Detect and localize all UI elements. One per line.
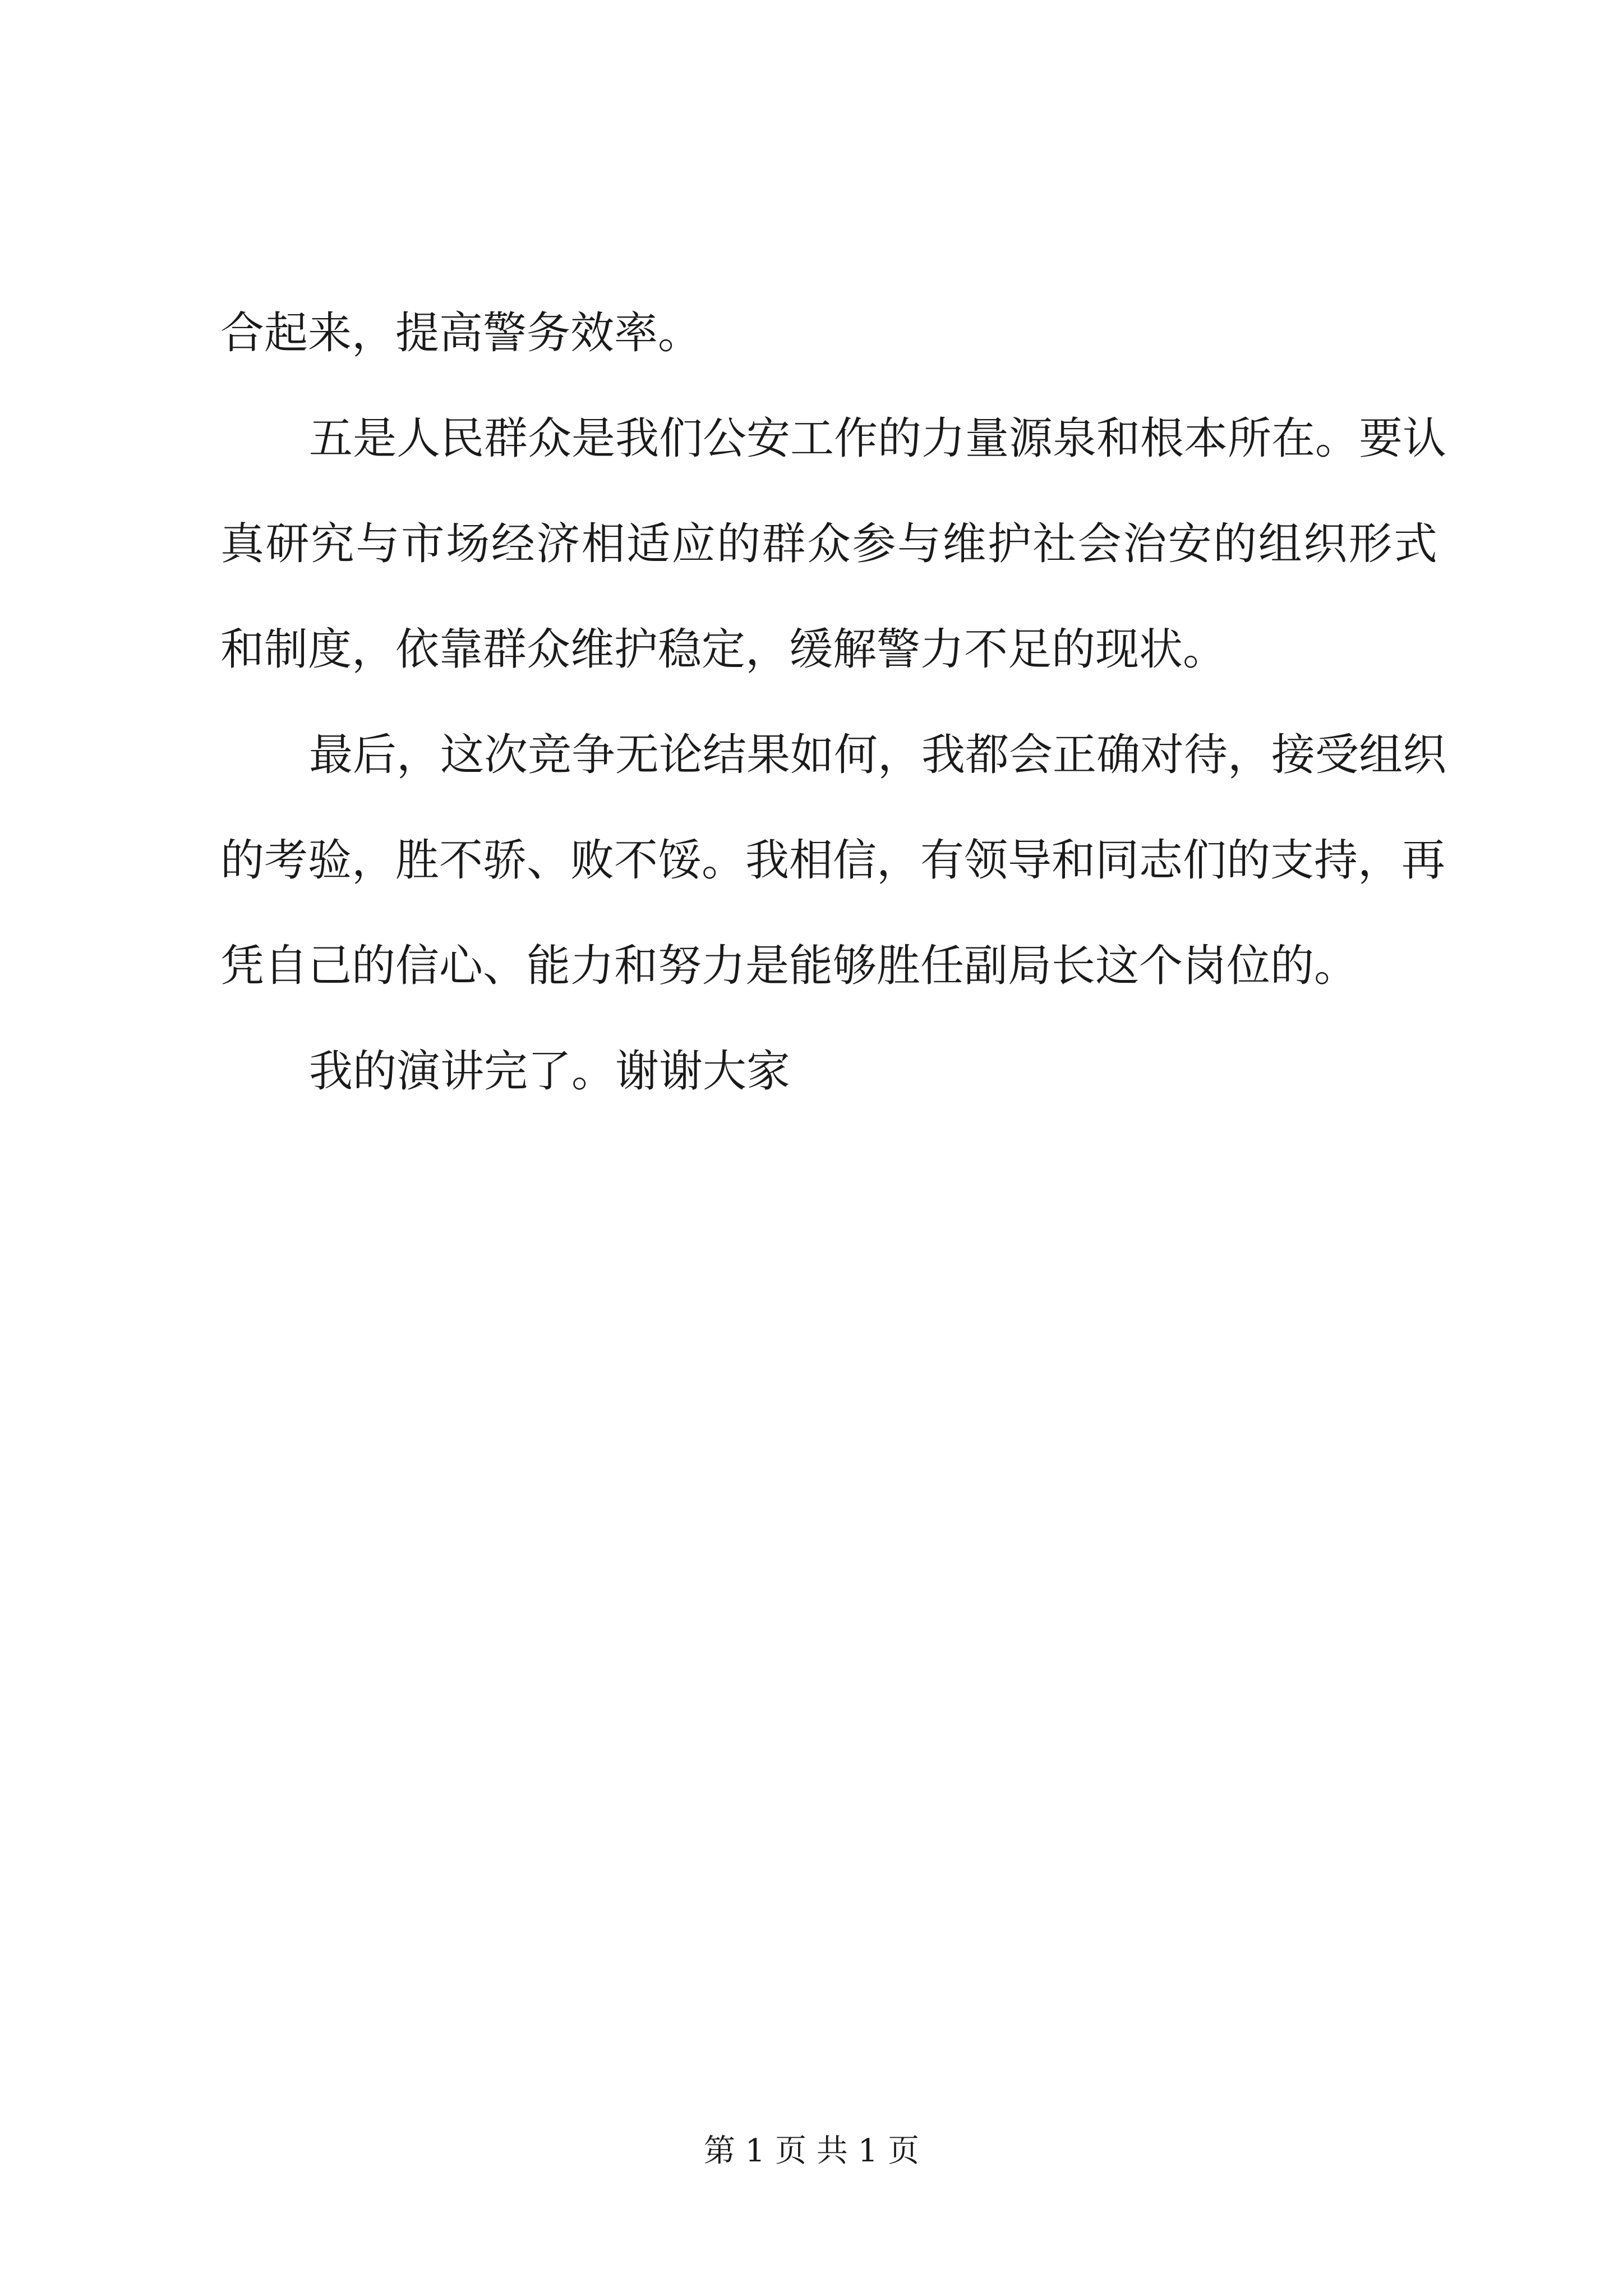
paragraph-line: 我的演讲完了。谢谢大家 (309, 1046, 791, 1097)
body-text (220, 280, 1447, 1124)
paragraph-line: 最后，这次竞争无论结果如何，我都会正确对待，接受组织 (309, 730, 1447, 780)
page-footer: 第 1 页 共 1 页 (703, 2133, 920, 2169)
paragraph-line: 凭自己的信心、能力和努力是能够胜任副局长这个岗位的。 (220, 941, 1358, 991)
paragraph-line: 的考验，胜不骄、败不馁。我相信，有领导和同志们的支持，再 (220, 835, 1446, 886)
paragraph-line: 真研究与市场经济相适应的群众参与维护社会治安的组织形式 (220, 519, 1437, 569)
paragraph-line: 合起来，提高警务效率。 (220, 308, 702, 358)
paragraph-line: 五是人民群众是我们公安工作的力量源泉和根本所在。要认 (309, 413, 1447, 464)
paragraph-line: 和制度，依靠群众维护稳定，缓解警力不足的现状。 (220, 624, 1227, 675)
